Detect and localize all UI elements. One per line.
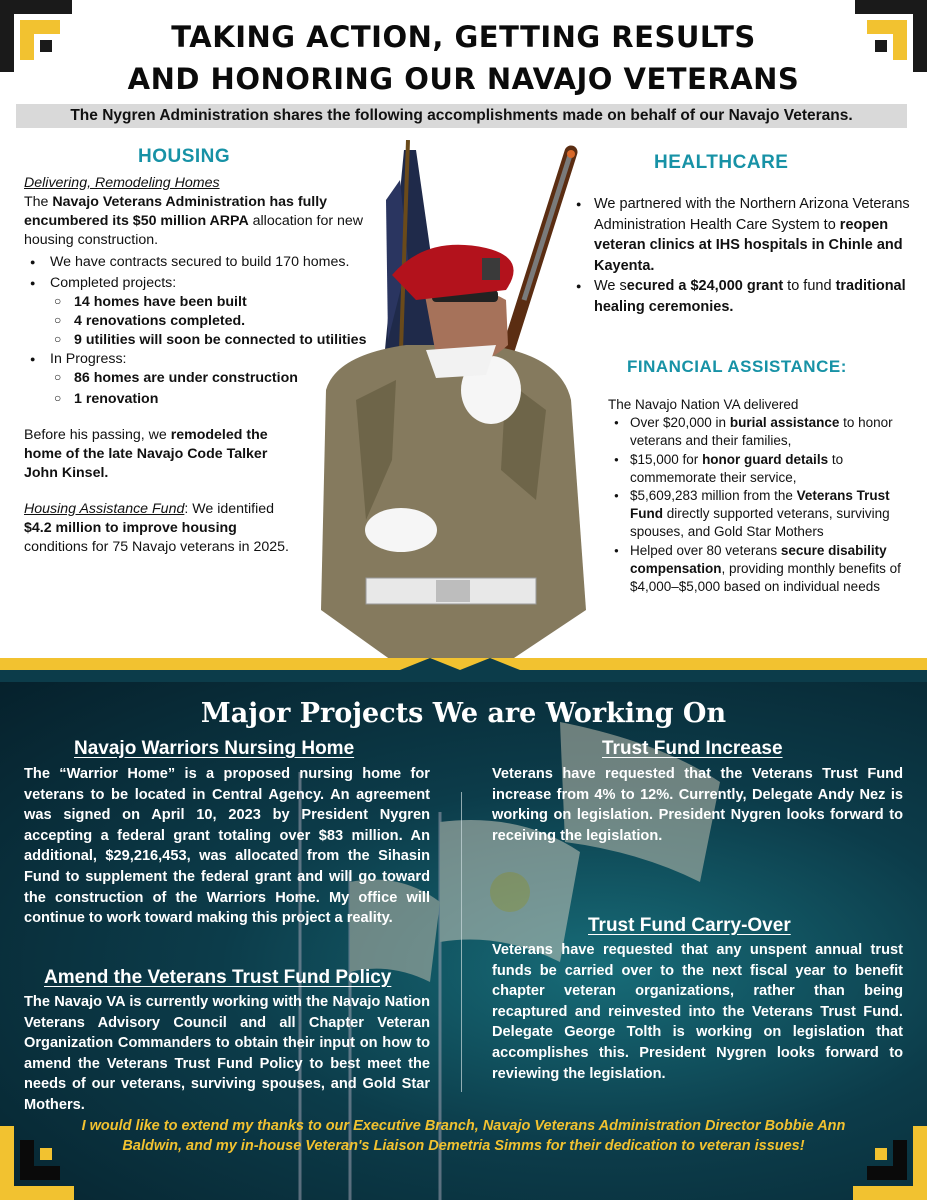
page-title bbox=[0, 16, 927, 100]
major-projects-title: Major Projects We are Working On bbox=[200, 698, 727, 729]
completed-label-text: Completed projects: bbox=[50, 275, 177, 291]
fa-b2-bold: honor guard details bbox=[702, 451, 829, 467]
housing-subheading: Delivering, Remodeling Homes bbox=[24, 175, 220, 191]
fa-b3-pre: $5,609,283 million from the bbox=[630, 488, 797, 504]
fa-b4-post: , providing monthly benefits of $4,000–$5,000 based on individual needs bbox=[630, 560, 901, 595]
housing-assistance-fund bbox=[24, 500, 296, 557]
housing-intro-pre: The bbox=[24, 194, 53, 210]
financial-intro: The Navajo Nation VA delivered bbox=[608, 397, 799, 412]
completed-item: ○ 4 renovations completed. bbox=[74, 312, 374, 331]
code-talker-remodel bbox=[24, 426, 294, 483]
progress-item: ○ 1 renovation bbox=[74, 390, 374, 409]
hc-b2-mid: to fund bbox=[783, 278, 836, 294]
hc-b1-bold: reopen veteran clinics at IHS hospitals in Chinle and Kayenta. bbox=[594, 216, 903, 274]
trust-fund-carryover-heading: Trust Fund Carry-Over bbox=[588, 915, 791, 936]
progress-item: ○ 86 homes are under construction bbox=[74, 369, 374, 388]
fa-b3-post: directly supported veterans, surviving spouses, and Gold Star Mothers bbox=[630, 506, 890, 540]
completed-item: ○ 14 homes have been built bbox=[74, 293, 374, 312]
thanks-message: I would like to extend my thanks to our Executive Branch, Navajo Veterans Administration Director Bobbie Ann Baldwin, and my in-house Veteran's Liaison Demetria Simms for their dedication to veteran issues! bbox=[81, 1118, 846, 1154]
financial-section bbox=[608, 396, 908, 596]
hc-b1-pre: We partnered with the Northern Arizona Veterans Administration Health Care System to bbox=[594, 196, 910, 233]
fa-b4-bold: secure disability compensation bbox=[630, 542, 887, 576]
nursing-home-text: The “Warrior Home” is a proposed nursing home for veterans to be located in Central Agency. An agreement was signed on April 10, 2023 by President Nygren accepting a federal grant totaling over $83 million. An additional, $29,216,453, was allocated from the Sihasin Fund to supplement the federal grant and will go toward the construction of the Warriors Home. My office will continue to work toward making this project a reality. bbox=[24, 766, 430, 927]
column-divider bbox=[461, 792, 462, 1092]
trust-fund-policy-heading: Amend the Veterans Trust Fund Policy bbox=[44, 967, 392, 988]
completed-item: ○ 9 utilities will soon be connected to utilities bbox=[74, 331, 374, 350]
housing-section bbox=[24, 174, 374, 557]
fund-pre: : We identified bbox=[184, 501, 275, 517]
financial-heading: FINANCIAL ASSISTANCE: bbox=[627, 357, 847, 376]
healthcare-heading: HEALTHCARE bbox=[654, 152, 789, 173]
trust-fund-increase-heading: Trust Fund Increase bbox=[602, 738, 783, 759]
trust-fund-carryover-text: Veterans have requested that any unspent annual trust funds be carried over to the next fiscal year to benefit chapter veteran organizations, rather than being recaptured and reinvested into the Veterans Trust Fund. Delegate George Tolth is working on legislation that accomplishes this. President Nygren looks forward to reviewing the legislation. bbox=[492, 942, 903, 1082]
financial-item bbox=[630, 451, 908, 487]
title-line-2: AND HONORING OUR NAVAJO VETERANS bbox=[127, 62, 800, 96]
fund-label: Housing Assistance Fund bbox=[24, 501, 185, 517]
fa-b1-bold: burial assistance bbox=[729, 415, 840, 431]
hc-b2-pre: We s bbox=[594, 278, 627, 294]
financial-item bbox=[630, 542, 908, 597]
fa-b2-pre: $15,000 for bbox=[630, 451, 703, 467]
trust-fund-increase-text: Veterans have requested that the Veterans Trust Fund increase from 4% to 12%. Currently, Delegate Andy Nez is working on legislation. President Nygren looks forward to receiving the legislation. bbox=[492, 766, 903, 844]
trust-fund-policy-text: The Navajo VA is currently working with the Navajo Nation Veterans Advisory Council and all Chapter Veteran Organization Commanders to obtain their input on how to amend the Veterans Trust Fund Policy to best meet the needs of our veterans, surviving spouses, and Gold Star Mothers. bbox=[24, 994, 430, 1113]
progress-label-text: In Progress: bbox=[50, 351, 127, 367]
navajo-corner-motif-icon bbox=[0, 1126, 74, 1200]
nursing-home-heading: Navajo Warriors Nursing Home bbox=[74, 738, 355, 759]
navajo-corner-motif-icon bbox=[853, 1126, 927, 1200]
housing-intro-bold: Navajo Veterans Administration has fully encumbered its $50 million ARPA bbox=[24, 194, 328, 229]
passing-bold: remodeled the home of the late Navajo Code Talker John Kinsel. bbox=[24, 427, 268, 481]
housing-intro bbox=[24, 193, 374, 250]
hc-b2-bold2: traditional healing ceremonies. bbox=[594, 278, 906, 315]
fa-b3-bold: Veterans Trust Fund bbox=[630, 488, 890, 522]
healthcare-item bbox=[594, 194, 914, 276]
navajo-pattern-divider bbox=[0, 658, 927, 682]
subtitle-banner: The Nygren Administration shares the following accomplishments made on behalf of our Navajo Veterans. bbox=[16, 104, 907, 128]
hc-b2-bold1: ecured a $24,000 grant bbox=[626, 278, 784, 294]
housing-completed-label bbox=[50, 274, 374, 350]
major-projects-section bbox=[0, 682, 927, 1200]
fund-post: conditions for 75 Navajo veterans in 2025. bbox=[24, 539, 289, 555]
fa-b1-pre: Over $20,000 in bbox=[630, 415, 730, 431]
housing-progress-label bbox=[50, 350, 374, 409]
fa-b4-pre: Helped over 80 veterans bbox=[630, 542, 781, 558]
housing-intro-post: allocation for new housing construction. bbox=[24, 213, 364, 248]
fa-b1-post: to honor veterans and their families, bbox=[630, 415, 893, 449]
financial-item bbox=[630, 487, 908, 542]
housing-contracts-item: ● We have contracts secured to build 170 homes. bbox=[50, 253, 374, 272]
passing-pre: Before his passing, we bbox=[24, 427, 171, 443]
healthcare-section bbox=[594, 194, 914, 317]
title-line-1: TAKING ACTION, GETTING RESULTS bbox=[171, 20, 756, 54]
housing-heading: HOUSING bbox=[138, 146, 231, 167]
financial-item bbox=[630, 414, 908, 450]
healthcare-item bbox=[594, 276, 914, 317]
fa-b2-post: to commemorate their service, bbox=[630, 451, 844, 485]
fund-bold: $4.2 million to improve housing bbox=[24, 520, 237, 536]
